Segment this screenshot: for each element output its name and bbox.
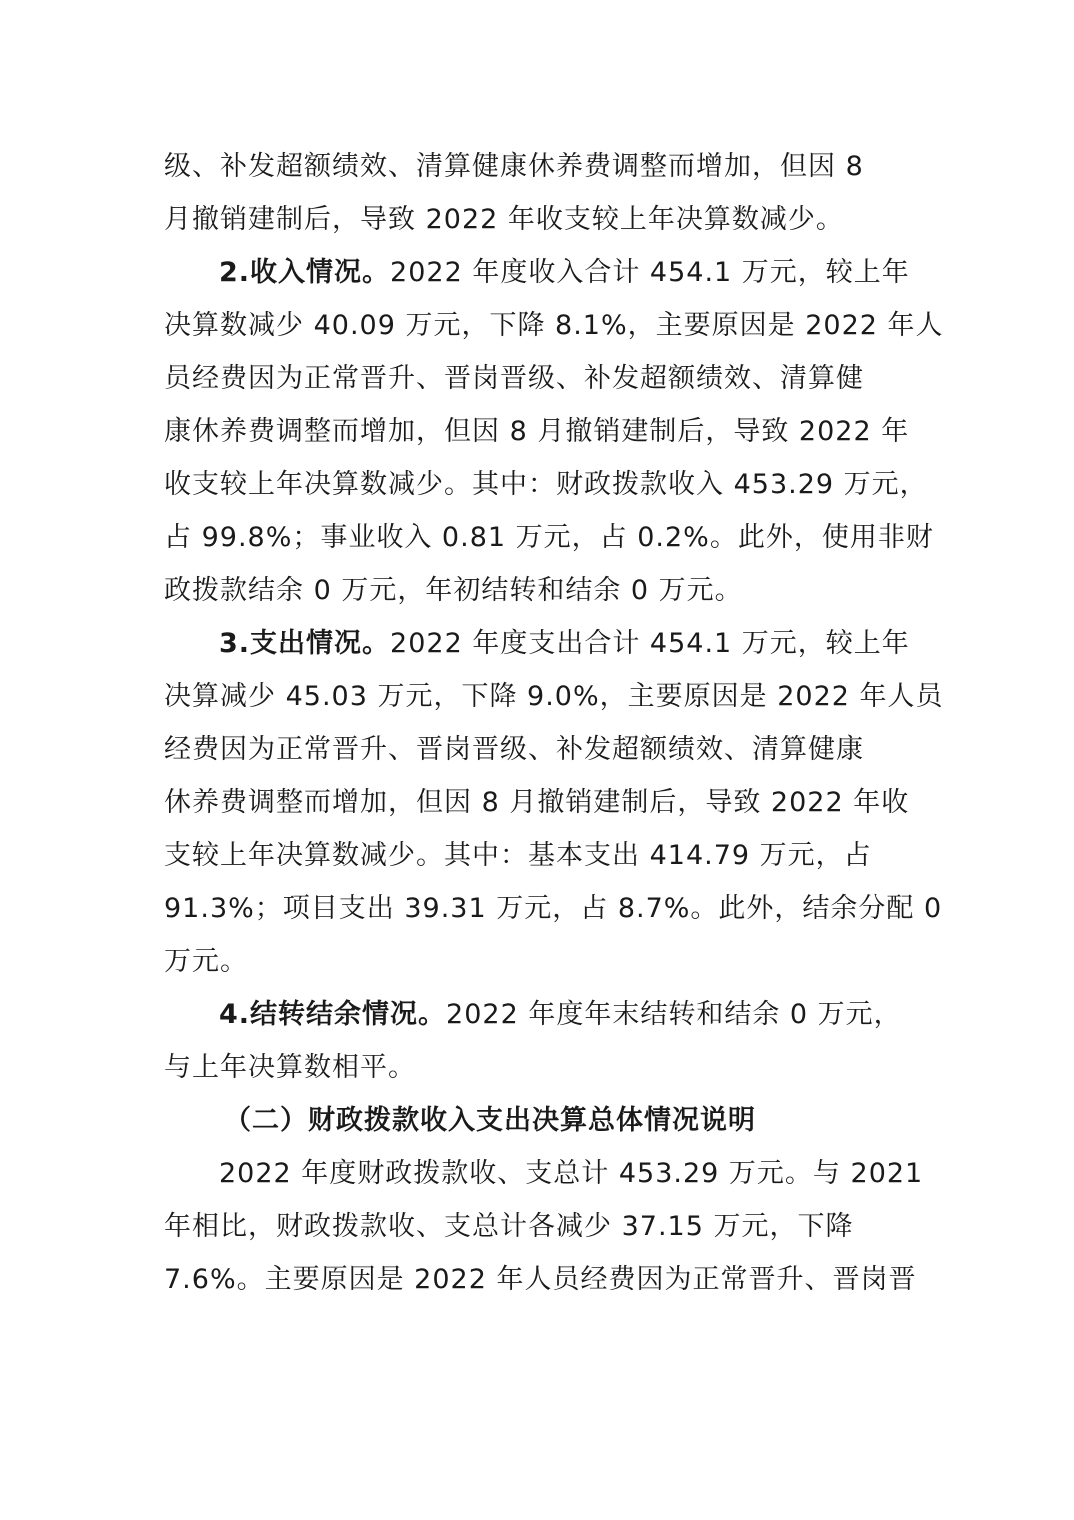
text-line: 休养费调整而增加，但因 8 月撤销建制后，导致 2022 年收 <box>164 787 910 818</box>
income-first-line: 2022 年度收入合计 454.1 万元，较上年 <box>390 257 910 288</box>
text-line: 政拨款结余 0 万元，年初结转和结余 0 万元。 <box>164 575 743 606</box>
text-line: 万元。 <box>164 946 248 977</box>
text-line: 康休养费调整而增加，但因 8 月撤销建制后，导致 2022 年 <box>164 416 910 447</box>
expense-paragraph-start <box>164 617 924 670</box>
text-line: 级、补发超额绩效、清算健康休养费调整而增加，但因 8 <box>164 151 864 182</box>
text-line: 经费因为正常晋升、晋岗晋级、补发超额绩效、清算健康 <box>164 734 864 765</box>
text-line: 与上年决算数相平。 <box>164 1052 416 1083</box>
text-line: 员经费因为正常晋升、晋岗晋级、补发超额绩效、清算健 <box>164 363 864 394</box>
income-paragraph-start <box>164 246 924 299</box>
text-line: 收支较上年决算数减少。其中：财政拨款收入 453.29 万元， <box>164 469 928 500</box>
section2-first-line: 2022 年度财政拨款收、支总计 453.29 万元。与 2021 <box>219 1158 924 1189</box>
carryover-heading: 4.结转结余情况。 <box>219 999 447 1030</box>
text-line: 决算减少 45.03 万元，下降 9.0%，主要原因是 2022 年人员 <box>164 681 944 712</box>
text-line: 年相比，财政拨款收、支总计各减少 37.15 万元，下降 <box>164 1211 854 1242</box>
expense-first-line: 2022 年度支出合计 454.1 万元，较上年 <box>390 628 910 659</box>
carryover-paragraph-start <box>164 988 924 1041</box>
text-line: 决算数减少 40.09 万元，下降 8.1%，主要原因是 2022 年人 <box>164 310 944 341</box>
carryover-first-line: 2022 年度年末结转和结余 0 万元， <box>446 999 902 1030</box>
text-line: 支较上年决算数减少。其中：基本支出 414.79 万元，占 <box>164 840 872 871</box>
document-page <box>164 140 944 1306</box>
text-line: 91.3%；项目支出 39.31 万元，占 8.7%。此外，结余分配 0 <box>164 893 943 924</box>
text-line: 占 99.8%；事业收入 0.81 万元，占 0.2%。此外，使用非财 <box>164 522 934 553</box>
text-line: 7.6%。主要原因是 2022 年人员经费因为正常晋升、晋岗晋 <box>164 1264 917 1295</box>
text-line: 月撤销建制后，导致 2022 年收支较上年决算数减少。 <box>164 204 844 235</box>
expense-heading: 3.支出情况。 <box>219 628 391 659</box>
section-heading: （二）财政拨款收入支出决算总体情况说明 <box>224 1105 756 1136</box>
income-heading: 2.收入情况。 <box>219 257 391 288</box>
